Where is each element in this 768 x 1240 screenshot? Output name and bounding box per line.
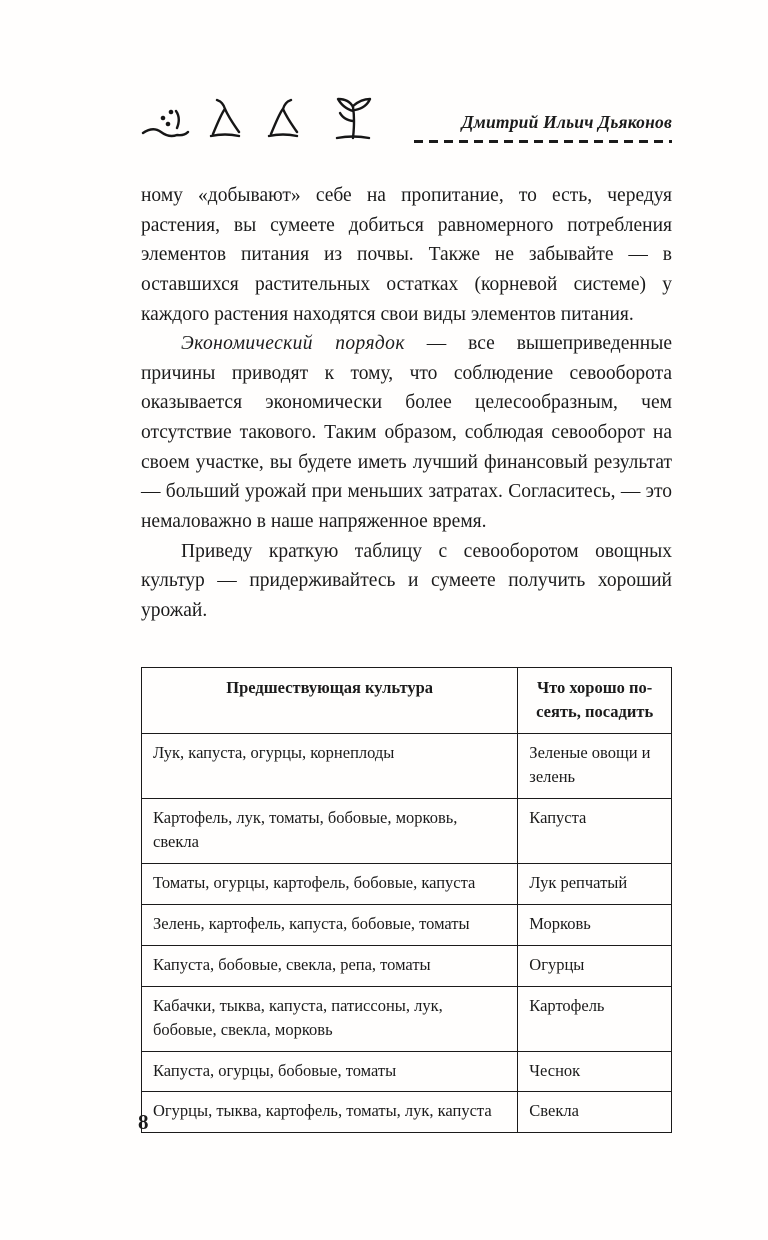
cell-previous-crop: Зелень, картофель, капуста, бобовые, томаты bbox=[142, 904, 518, 945]
author-name: Дмитрий Ильич Дьяконов bbox=[461, 112, 672, 132]
cell-previous-crop: Лук, капуста, огурцы, корнеплоды bbox=[142, 734, 518, 799]
page-number: 8 bbox=[138, 1110, 149, 1134]
paragraph-3 bbox=[141, 537, 672, 626]
paragraph-2-text: — все вышеприведенные причины приводят к тому, что соблюдение севооборота оказывается экономически более целесообразным, чем отсутствие такового. Таким образом, соблюдая севооборот на своем участке, вы будете иметь лучший финансовый результат — больший урожай при меньших затратах. Согласитесь, — это немаловажно в наше напряженное время. bbox=[141, 333, 673, 532]
cell-good-to-plant: Лук репчатый bbox=[518, 863, 672, 904]
table-row bbox=[142, 904, 672, 945]
author-block bbox=[414, 112, 672, 145]
table-row bbox=[142, 986, 672, 1051]
table-row bbox=[142, 945, 672, 986]
cell-previous-crop: Кабачки, тыква, капуста, патиссоны, лук, бобовые, свекла, морковь bbox=[142, 986, 518, 1051]
paragraph-2 bbox=[141, 329, 672, 536]
paragraph-1-text: ному «добывают» себе на пропитание, то есть, чередуя растения, вы сумеете добиться равномерного потребления элементов питания из почвы. Также не забывайте — в оставшихся растительных остатках (корневой системе) у каждого растения находятся свои виды элементов питания. bbox=[141, 185, 672, 325]
crop-rotation-table bbox=[141, 667, 672, 1133]
paragraph-2-lead-italic: Экономический порядок bbox=[181, 333, 405, 355]
cell-good-to-plant: Огурцы bbox=[518, 945, 672, 986]
table-header-good-to-plant: Что хорошо посеять, посадить bbox=[518, 668, 672, 734]
cell-previous-crop: Картофель, лук, томаты, бобовые, морковь, свекла bbox=[142, 799, 518, 864]
cell-good-to-plant: Зеленые овощи и зелень bbox=[518, 734, 672, 799]
cell-previous-crop: Капуста, огурцы, бобовые, томаты bbox=[142, 1051, 518, 1092]
body-text bbox=[141, 181, 672, 1133]
cell-previous-crop: Огурцы, тыква, картофель, томаты, лук, капуста bbox=[142, 1092, 518, 1133]
table-row bbox=[142, 734, 672, 799]
cell-good-to-plant: Капуста bbox=[518, 799, 672, 864]
table-header-row bbox=[142, 668, 672, 734]
table-row bbox=[142, 1092, 672, 1133]
paragraph-1 bbox=[141, 181, 672, 329]
table-row bbox=[142, 863, 672, 904]
dashed-rule bbox=[414, 140, 672, 143]
table-header-previous-crop: Предшествующая культура bbox=[142, 668, 518, 734]
cell-good-to-plant: Свекла bbox=[518, 1092, 672, 1133]
table-row bbox=[142, 1051, 672, 1092]
paragraph-3-text: Приведу краткую таблицу с севооборотом овощных культур — придерживайтесь и сумеете получить хороший урожай. bbox=[141, 540, 672, 621]
cell-previous-crop: Томаты, огурцы, картофель, бобовые, капуста bbox=[142, 863, 518, 904]
table-row bbox=[142, 799, 672, 864]
plant-sketches-icon bbox=[141, 95, 413, 145]
cell-good-to-plant: Чеснок bbox=[518, 1051, 672, 1092]
cell-good-to-plant: Картофель bbox=[518, 986, 672, 1051]
cell-good-to-plant: Морковь bbox=[518, 904, 672, 945]
page-header bbox=[141, 95, 672, 145]
cell-previous-crop: Капуста, бобовые, свекла, репа, томаты bbox=[142, 945, 518, 986]
